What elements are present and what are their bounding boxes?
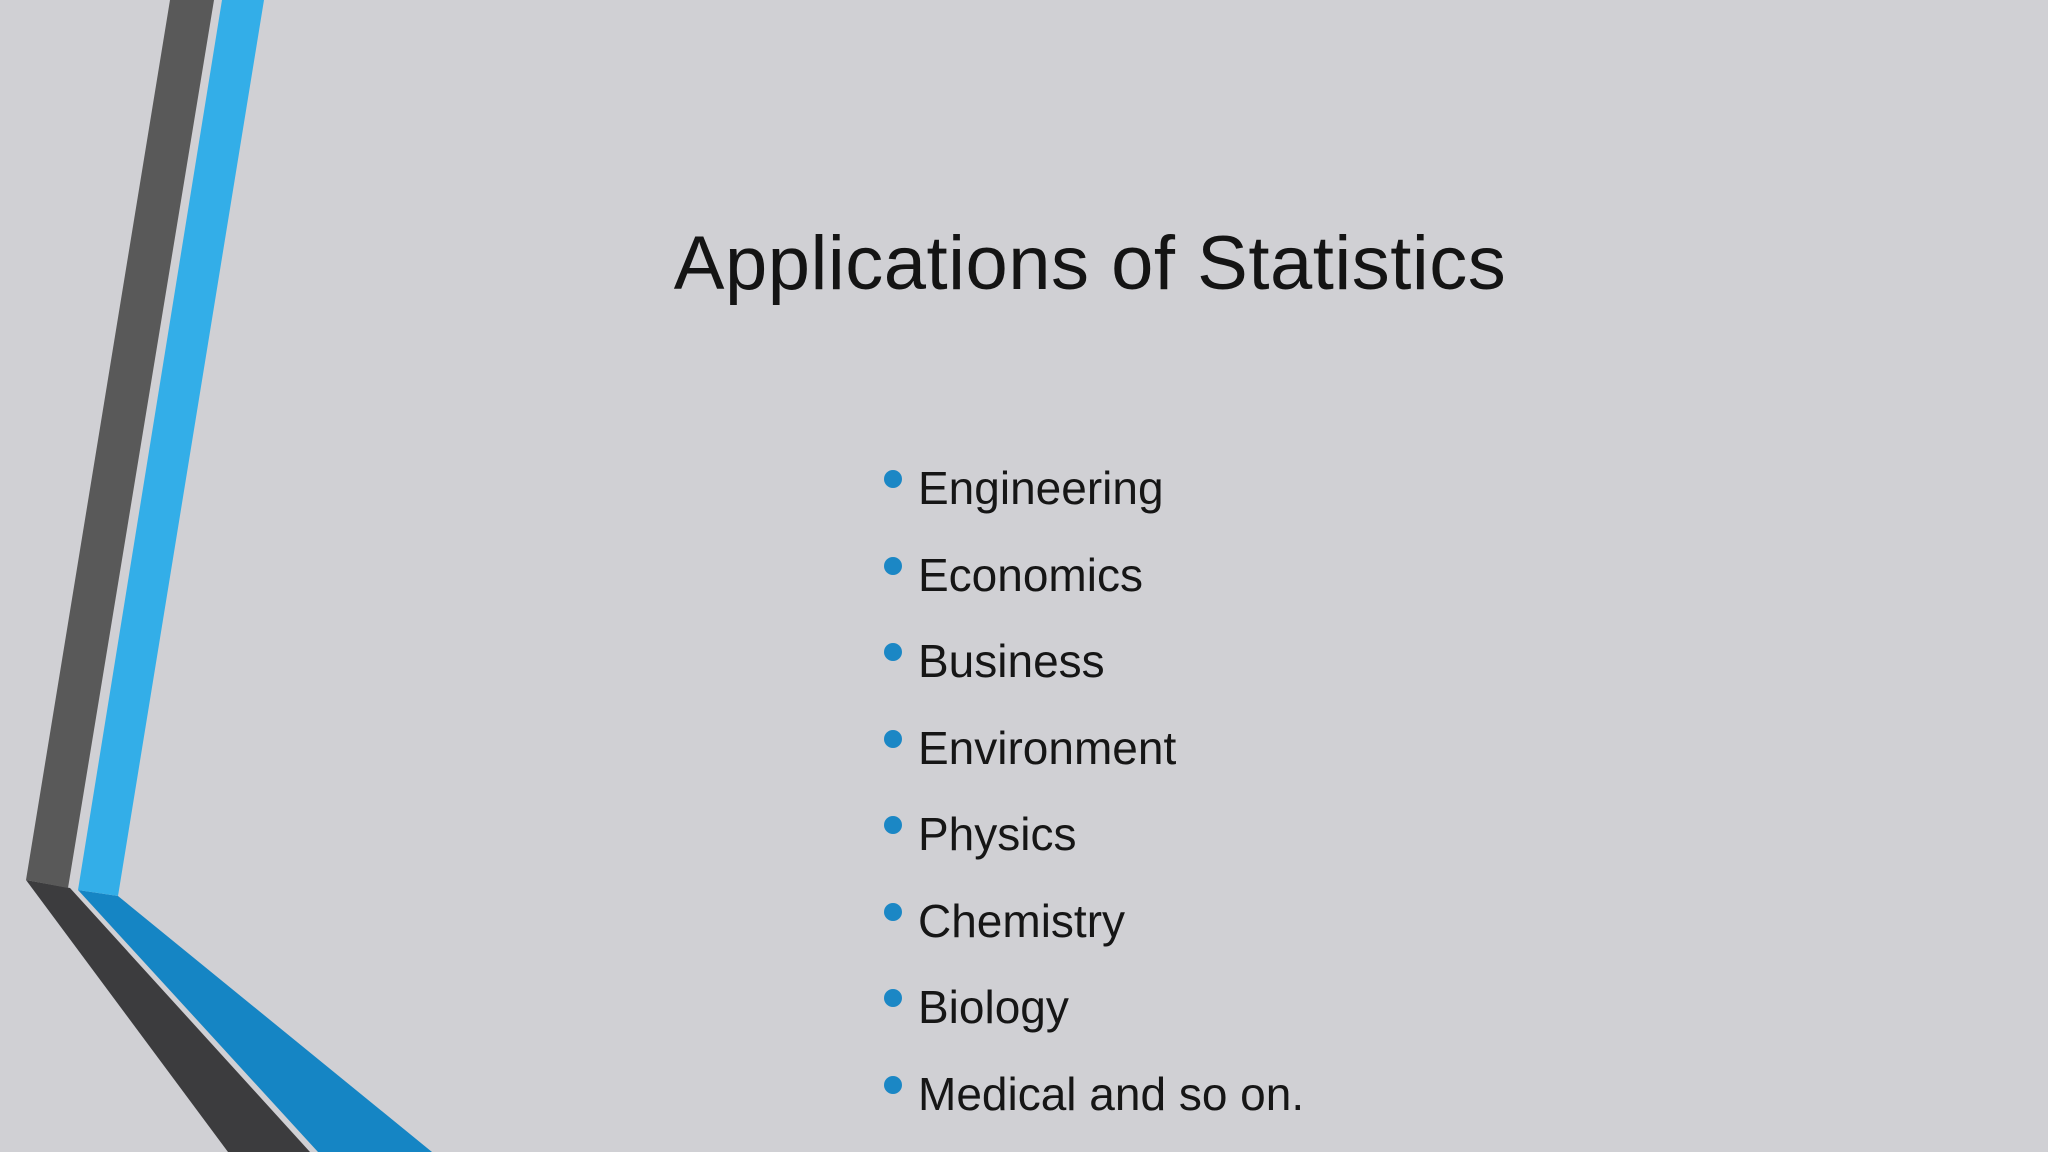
bullet-dot-icon (884, 903, 902, 921)
list-item (880, 796, 1304, 883)
list-item (880, 969, 1304, 1056)
list-item-text: Physics (918, 808, 1077, 860)
list-item-text: Engineering (918, 462, 1164, 514)
slide-title: Applications of Statistics (673, 221, 1507, 306)
bullet-dot-icon (884, 730, 902, 748)
list-item (880, 537, 1304, 624)
list-item-text: Biology (918, 981, 1069, 1033)
bullet-dot-icon (884, 989, 902, 1007)
list-item-text: Environment (918, 721, 1177, 774)
bullet-dot-icon (884, 1076, 902, 1094)
list-item-text: Business (918, 635, 1105, 687)
list-item-text: Chemistry (918, 894, 1126, 947)
list-item (880, 710, 1304, 797)
list-item (880, 1056, 1304, 1143)
bullet-dot-icon (884, 470, 902, 488)
list-item (880, 450, 1304, 537)
list-item (880, 883, 1304, 970)
dark-gray-lower-stripe (26, 880, 310, 1152)
bullet-list (880, 450, 1304, 1142)
bullet-dot-icon (884, 557, 902, 575)
list-item (880, 623, 1304, 710)
bullet-dot-icon (884, 816, 902, 834)
bullet-dot-icon (884, 643, 902, 661)
list-item-text: Medical and so on. (918, 1067, 1305, 1120)
list-item-text: Economics (918, 548, 1143, 601)
